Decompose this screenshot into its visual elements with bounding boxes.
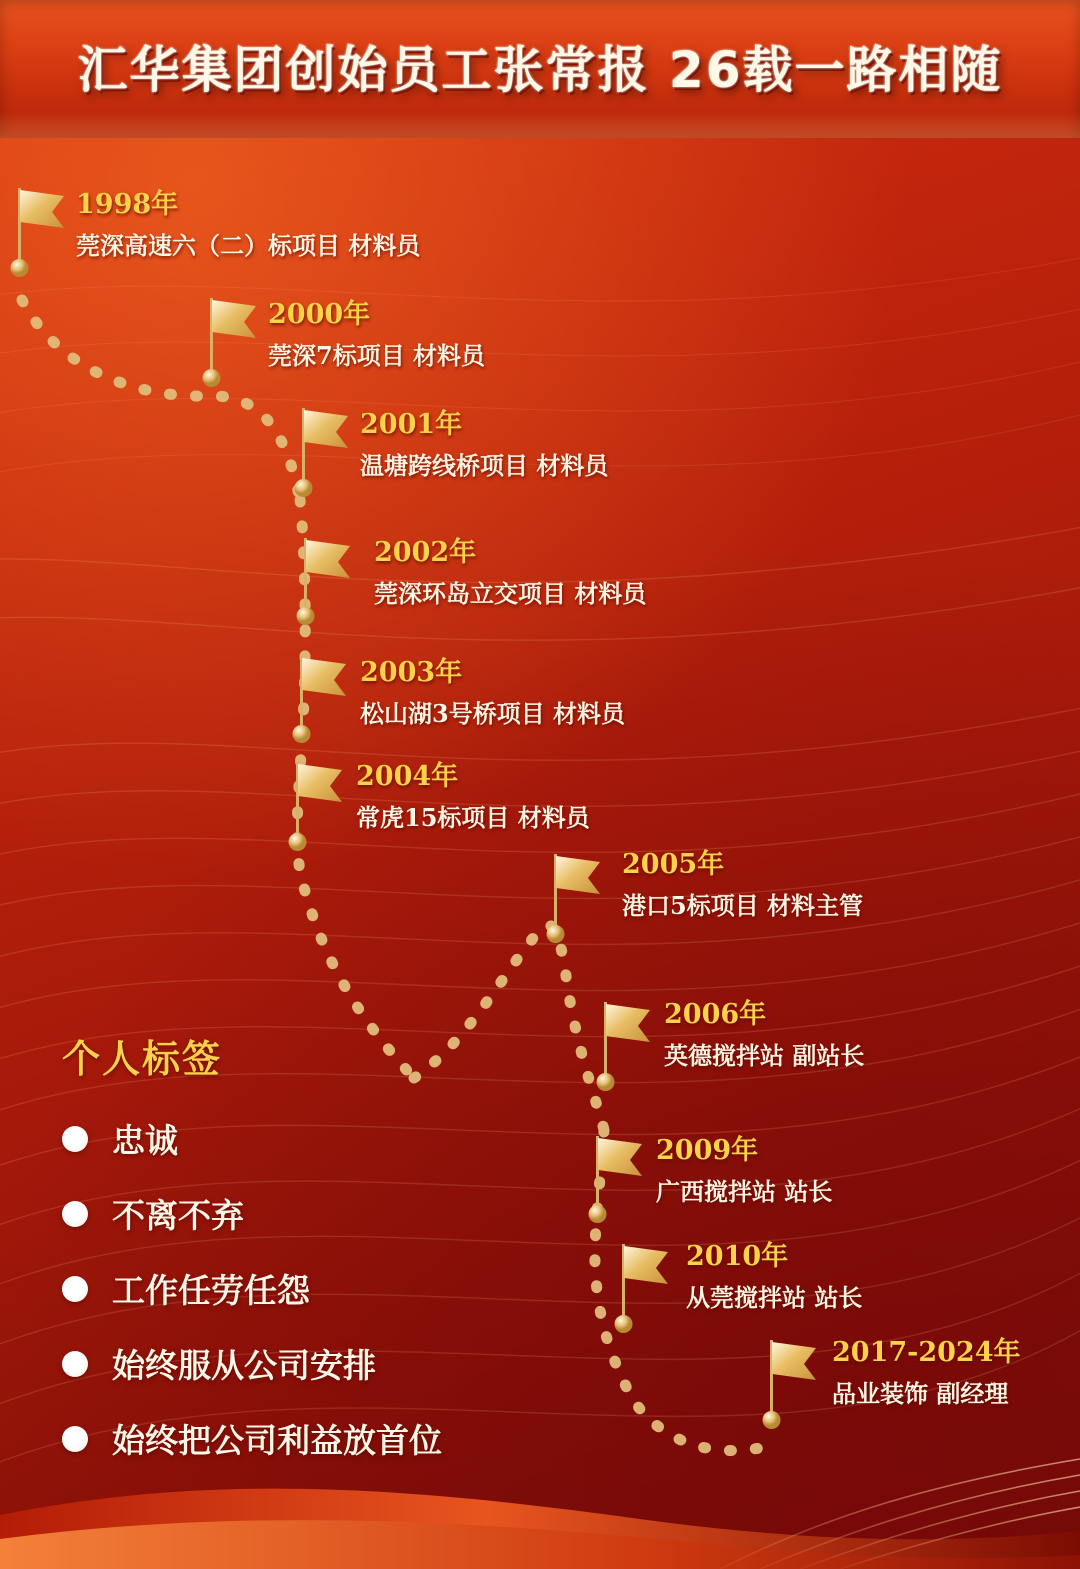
bullet-dot-icon	[62, 1351, 88, 1377]
bullet-dot-icon	[62, 1426, 88, 1452]
milestone-desc: 广西搅拌站 站长	[656, 1176, 833, 1206]
timeline-item-2010	[686, 1242, 862, 1313]
milestone-year: 1998年	[76, 189, 179, 220]
flag-icon	[608, 1238, 682, 1334]
milestone-year: 2001年	[360, 409, 463, 440]
flag-icon	[582, 1130, 656, 1226]
tag-label: 始终服从公司安排	[112, 1346, 376, 1385]
milestone-year: 2000年	[268, 299, 371, 330]
flag-icon	[540, 848, 614, 944]
timeline-item-2009	[656, 1136, 832, 1207]
milestone-year: 2010年	[686, 1241, 789, 1272]
milestone-desc: 港口5标项目 材料主管	[622, 890, 864, 920]
milestone-desc: 常虎15标项目 材料员	[356, 802, 590, 832]
timeline-item-2005	[622, 850, 863, 921]
list-item	[62, 1190, 582, 1237]
milestone-desc: 莞深高速六（二）标项目 材料员	[76, 230, 421, 260]
page-title: 汇华集团创始员工张常报 26载一路相随	[77, 41, 1003, 99]
list-item	[62, 1415, 582, 1462]
timeline-item-2004	[356, 762, 590, 833]
milestone-desc: 英德搅拌站 副站长	[664, 1040, 865, 1070]
personal-tags-list	[62, 1115, 582, 1462]
flag-icon	[290, 532, 364, 628]
milestone-year: 2003年	[360, 657, 463, 688]
bullet-dot-icon	[62, 1276, 88, 1302]
tag-label: 始终把公司利益放首位	[112, 1421, 442, 1460]
timeline-item-2000	[268, 300, 485, 371]
personal-tags-panel	[62, 1028, 582, 1490]
timeline-item-2003	[360, 658, 625, 729]
header-band	[0, 0, 1080, 138]
milestone-desc: 莞深7标项目 材料员	[268, 340, 486, 370]
bullet-dot-icon	[62, 1201, 88, 1227]
milestone-year: 2006年	[664, 999, 767, 1030]
tag-label: 工作任劳任怨	[112, 1271, 310, 1310]
milestone-year: 2017-2024年	[832, 1337, 1021, 1368]
milestone-year: 2004年	[356, 761, 459, 792]
milestone-desc: 莞深环岛立交项目 材料员	[374, 578, 647, 608]
timeline-item-2002	[374, 538, 646, 609]
personal-tags-title: 个人标签	[62, 1037, 223, 1081]
timeline-item-1998	[76, 190, 420, 261]
flag-icon	[282, 756, 356, 852]
milestone-desc: 松山湖3号桥项目 材料员	[360, 698, 626, 728]
timeline-item-2001	[360, 410, 608, 481]
flag-icon	[756, 1334, 830, 1430]
milestone-year: 2002年	[374, 537, 477, 568]
flag-icon	[288, 402, 362, 498]
list-item	[62, 1265, 582, 1312]
flag-icon	[4, 182, 78, 278]
tag-label: 不离不弃	[112, 1196, 244, 1235]
flag-icon	[590, 996, 664, 1092]
milestone-year: 2005年	[622, 849, 725, 880]
milestone-desc: 从莞搅拌站 站长	[686, 1282, 863, 1312]
timeline-item-2006	[664, 1000, 864, 1071]
milestone-year: 2009年	[656, 1135, 759, 1166]
tag-label: 忠诚	[112, 1121, 178, 1160]
flag-icon	[286, 650, 360, 746]
milestone-desc: 温塘跨线桥项目 材料员	[360, 450, 609, 480]
timeline-item-2017-2024	[832, 1338, 1021, 1409]
bullet-dot-icon	[62, 1126, 88, 1152]
list-item	[62, 1340, 582, 1387]
flag-icon	[196, 292, 270, 388]
list-item	[62, 1115, 582, 1162]
milestone-desc: 品业装饰 副经理	[832, 1378, 1009, 1408]
